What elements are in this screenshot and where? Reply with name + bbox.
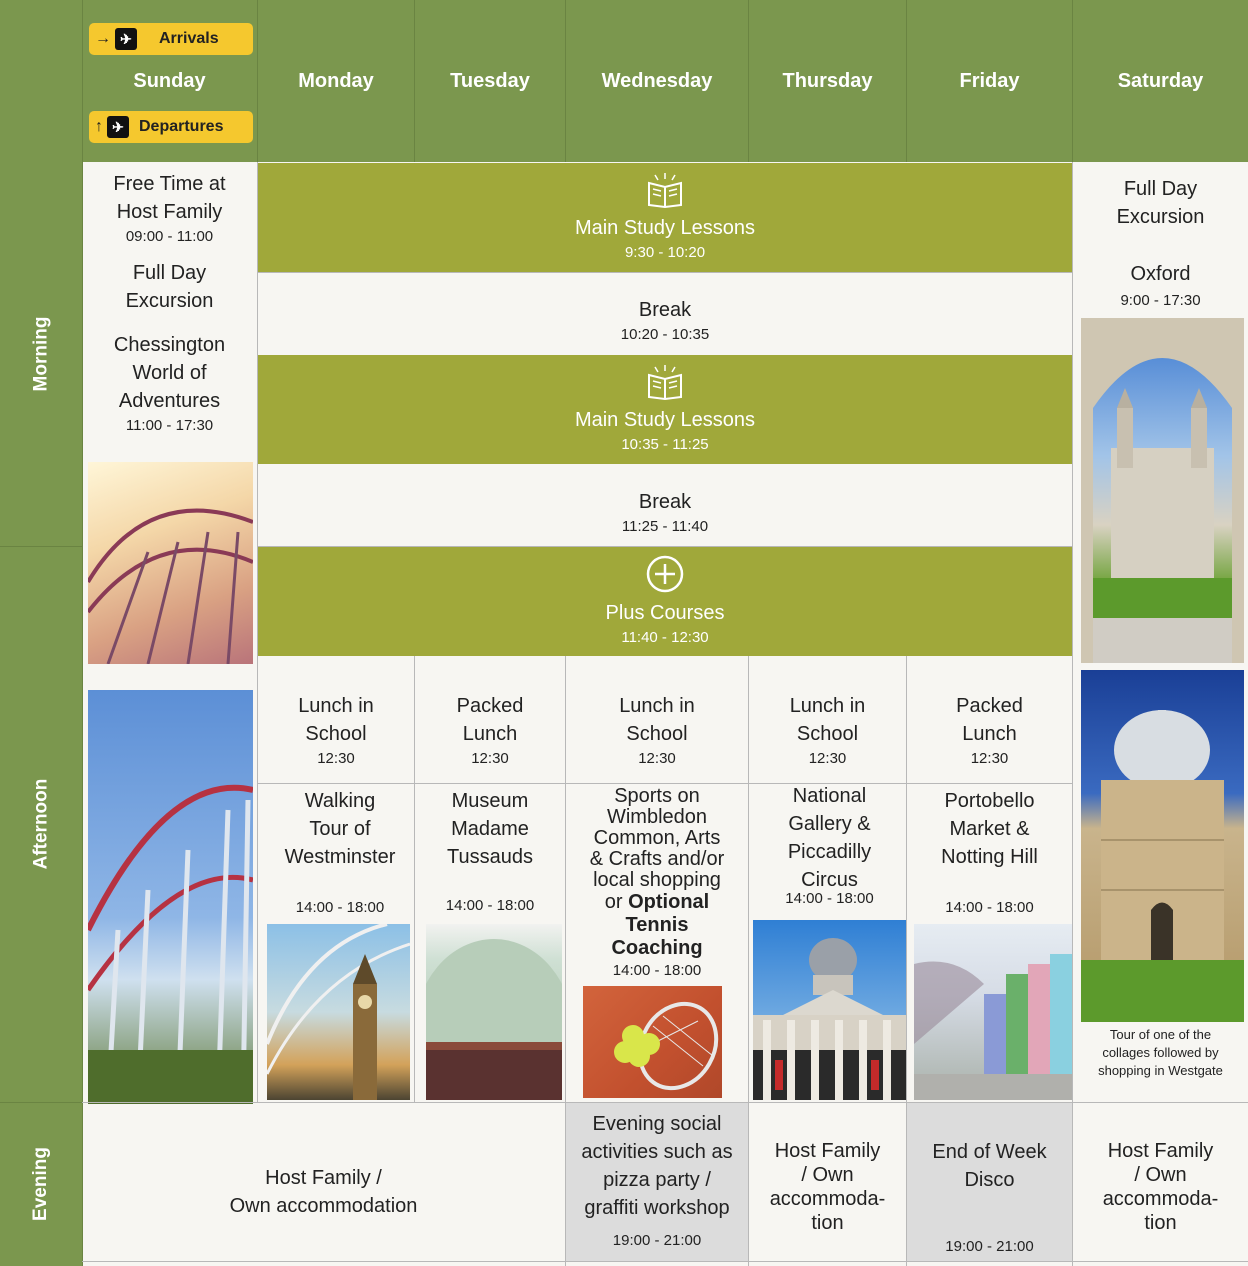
day-header-thursday: Thursday	[782, 69, 873, 92]
day-header-tuesday: Tuesday	[450, 69, 530, 92]
break-2: Break 11:25 - 11:40	[258, 465, 1072, 546]
open-book-icon	[645, 171, 685, 214]
evening-sunday-tuesday: Host Family / Own accommodation	[229, 1167, 418, 1217]
plane-landing-icon: ✈	[115, 28, 137, 50]
main-study-lessons-2: Main Study Lessons 10:35 - 11:25	[258, 355, 1072, 464]
lunch-wednesday: Lunch in School 12:30	[619, 695, 695, 767]
radcliffe-camera-photo	[1081, 670, 1244, 1022]
afternoon-tuesday: Museum Madame Tussauds 14:00 - 18:00	[445, 790, 535, 914]
period-afternoon: Afternoon	[30, 778, 52, 870]
national-gallery-photo	[753, 920, 906, 1100]
rollercoaster-photo-2	[88, 690, 253, 1104]
lunch-friday: Packed Lunch 12:30	[956, 695, 1023, 767]
rollercoaster-photo-1	[88, 462, 253, 664]
period-morning: Morning	[30, 316, 51, 392]
evening-thursday: Host Family / Own accommoda- tion	[769, 1140, 886, 1234]
plus-courses: Plus Courses 11:40 - 12:30	[258, 547, 1072, 656]
day-header-monday: Monday	[298, 69, 374, 92]
sunday-free-time: Free Time at Host Family 09:00 - 11:00	[113, 173, 226, 245]
lunch-tuesday: Packed Lunch 12:30	[456, 695, 524, 767]
arrivals-label: Arrivals	[159, 30, 219, 47]
saturday-excursion: Full Day Excursion Oxford 9:00 - 17:30	[1116, 178, 1205, 309]
sunday-excursion: Full Day Excursion Chessington World of Adventures 11:00 - 17:30	[113, 262, 226, 434]
lunch-thursday: Lunch in School 12:30	[789, 695, 866, 767]
madame-tussauds-photo	[426, 924, 562, 1100]
day-header-wednesday: Wednesday	[601, 69, 713, 92]
big-ben-photo	[267, 924, 410, 1100]
open-book-icon	[645, 363, 685, 406]
saturday-note: Tour of one of the collages followed by shopping in Westgate	[1098, 1027, 1223, 1078]
departures-label: Departures	[139, 118, 224, 135]
day-header-friday: Friday	[959, 69, 1020, 92]
plus-circle-icon	[645, 554, 685, 599]
break-1: Break 10:20 - 10:35	[258, 273, 1072, 354]
afternoon-thursday: National Gallery & Piccadilly Circus 14:00 - 18:00	[785, 785, 874, 907]
evening-wednesday: Evening social activities such as pizza party / graffiti workshop 19:00 - 21:00	[581, 1113, 733, 1249]
arrow-right-icon: →	[95, 30, 111, 47]
evening-saturday: Host Family / Own accommoda- tion	[1102, 1140, 1219, 1234]
arrow-up-icon: ↑	[95, 118, 103, 135]
notting-hill-photo	[914, 924, 1072, 1100]
plane-takeoff-icon: ✈	[107, 116, 129, 138]
lunch-monday: Lunch in School 12:30	[298, 695, 374, 767]
afternoon-monday: Walking Tour of Westminster 14:00 - 18:00	[284, 790, 396, 916]
day-header-saturday: Saturday	[1117, 69, 1204, 92]
main-study-lessons-1: Main Study Lessons 9:30 - 10:20	[258, 163, 1072, 272]
period-evening: Evening	[30, 1147, 51, 1221]
tennis-photo	[583, 986, 722, 1098]
evening-friday: End of Week Disco 19:00 - 21:00	[932, 1141, 1047, 1255]
day-header-sunday: Sunday	[133, 69, 206, 92]
afternoon-friday: Portobello Market & Notting Hill 14:00 - 18:00	[941, 790, 1038, 916]
oxford-college-photo	[1081, 318, 1244, 663]
afternoon-wednesday: Sports on Wimbledon Common, Arts & Crafts and/or local shopping or Optional Tennis Coaching 14:00 - 18:00	[589, 785, 725, 979]
